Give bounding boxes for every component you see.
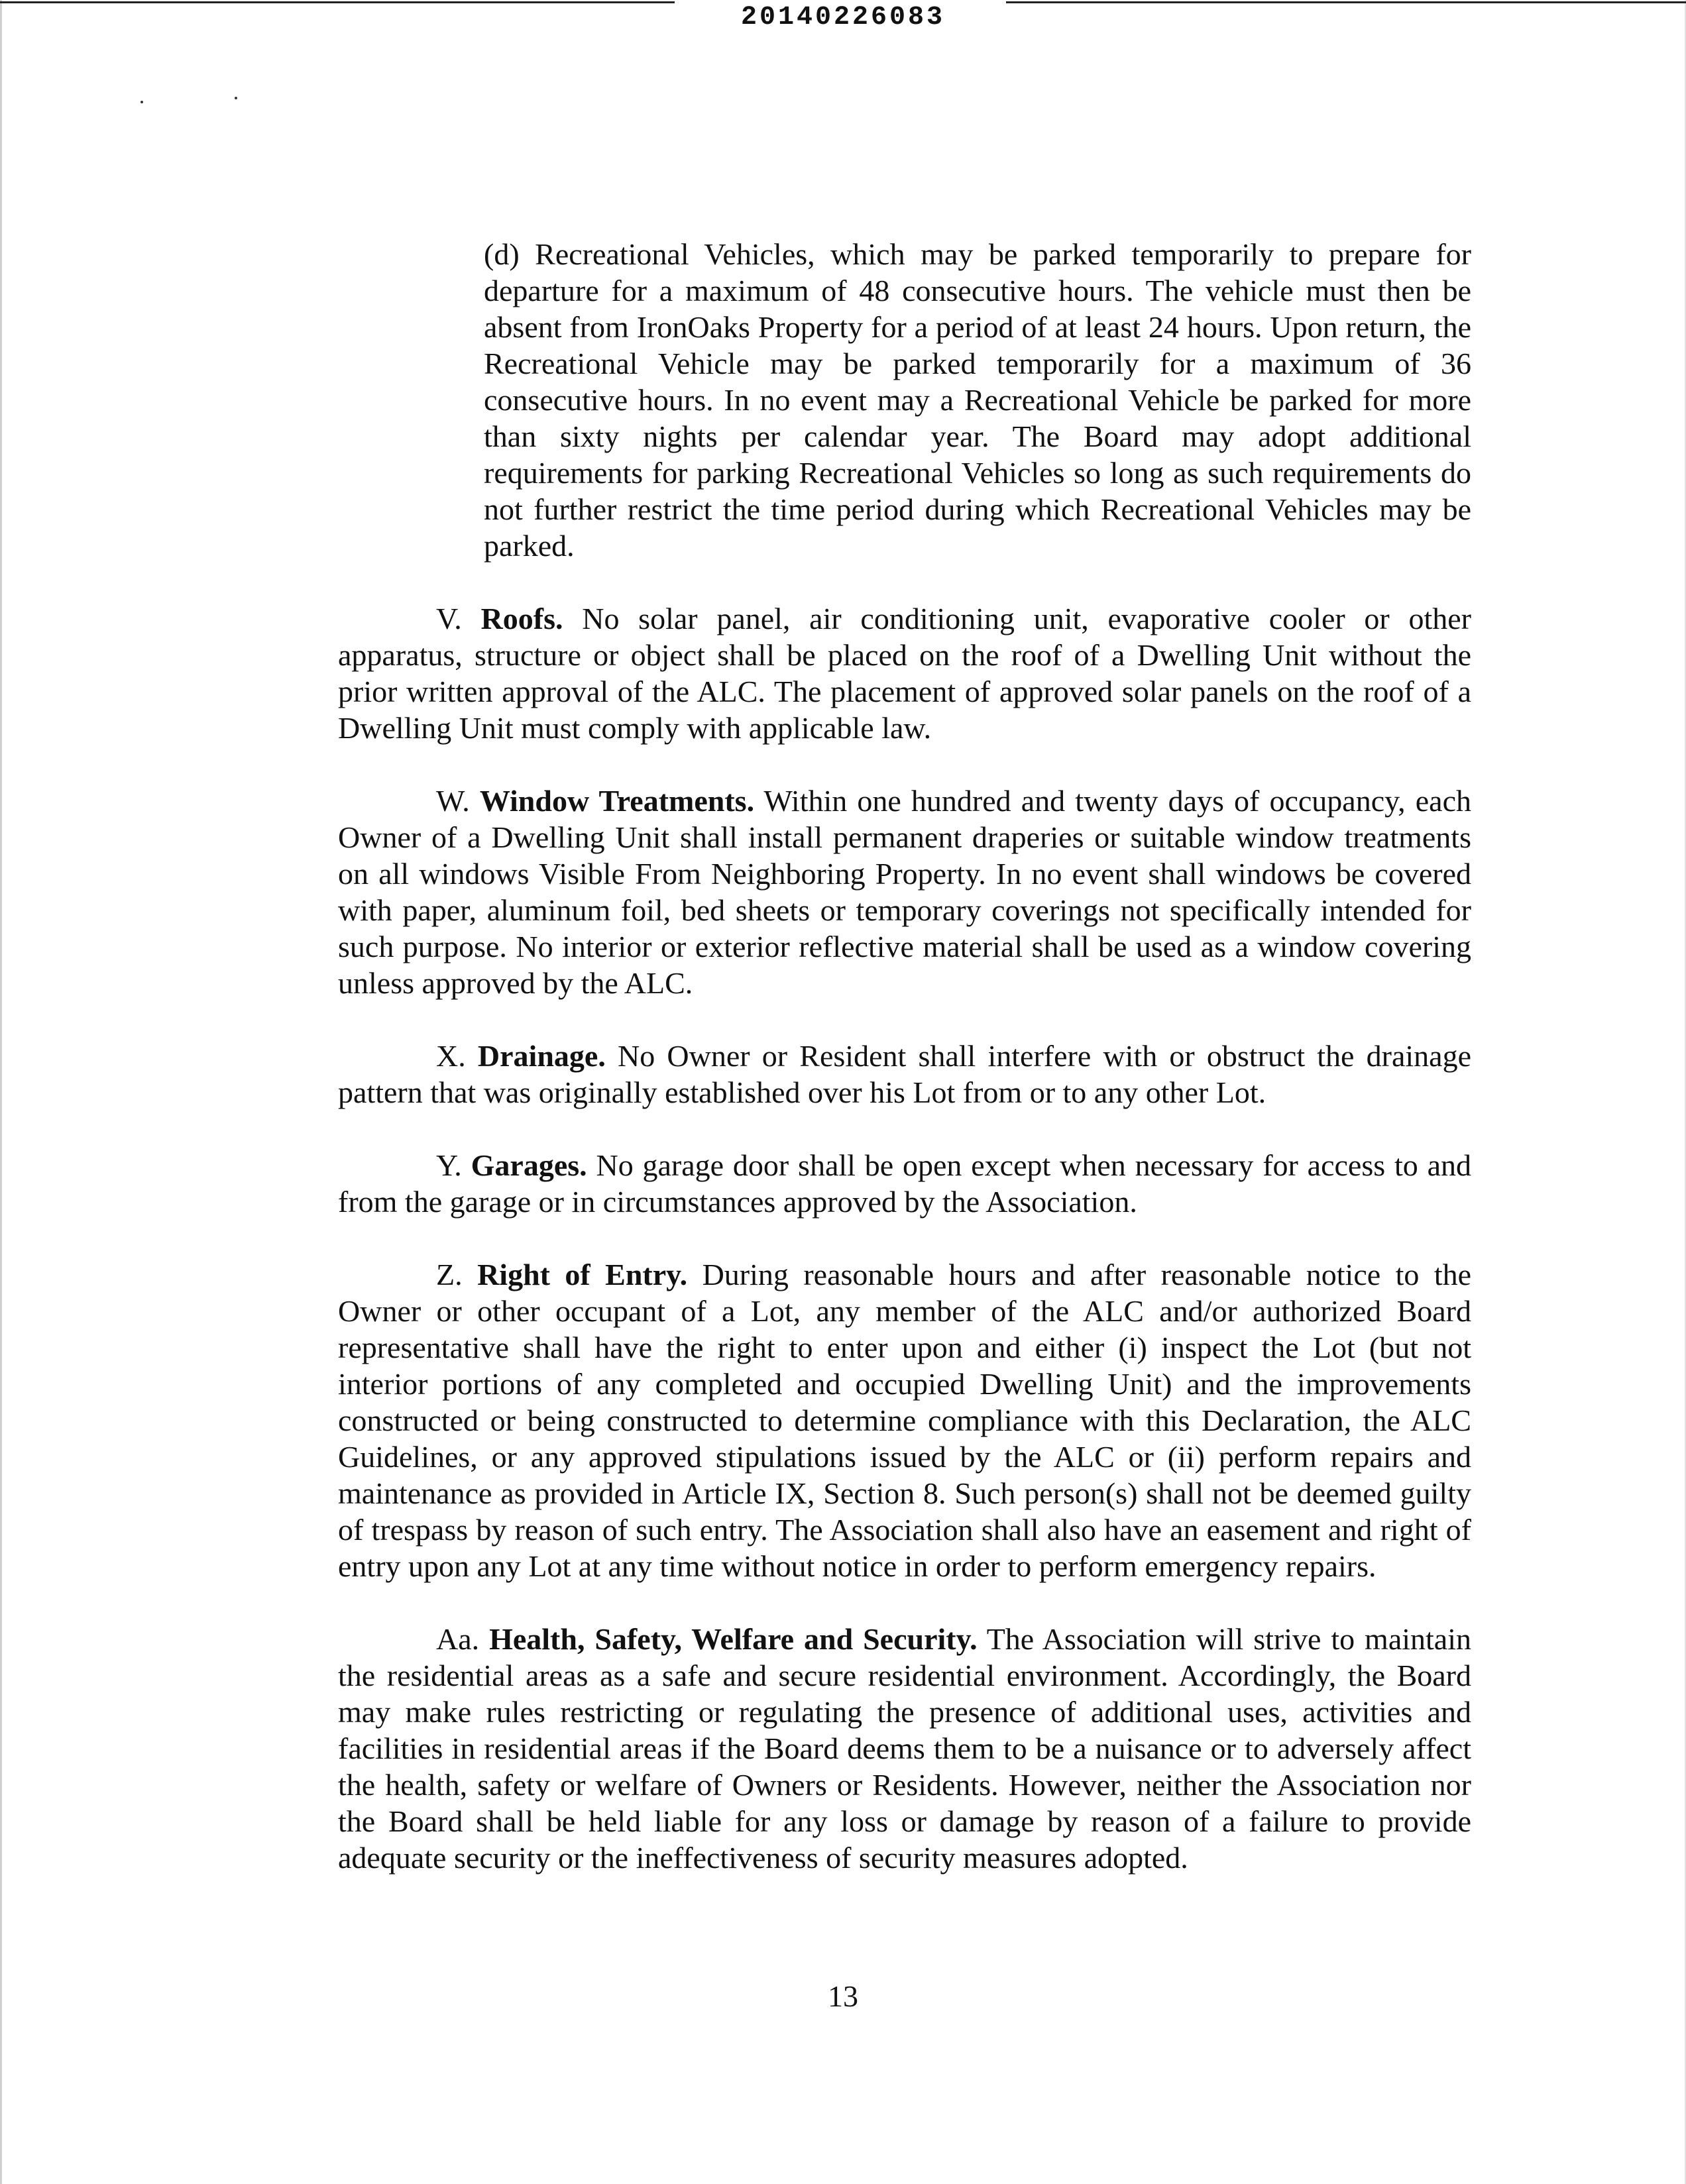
- scan-speck: [235, 97, 237, 99]
- section-title: Roofs.: [480, 602, 563, 635]
- section-title: Right of Entry.: [477, 1258, 688, 1291]
- section-aa-health-safety: [338, 1621, 1471, 1876]
- section-title: Window Treatments.: [479, 784, 755, 818]
- scan-speck: [140, 101, 143, 103]
- section-text: No garage door shall be open except when necessary for access to and from the garage or in circumstances approved by the Association.: [338, 1148, 1471, 1219]
- section-text: Within one hundred and twenty days of occupancy, each Owner of a Dwelling Unit shall install permanent draperies or suitable window treatments on all windows Visible From Neighboring Property. In no event shall windows be covered with paper, aluminum foil, bed sheets or temporary coverings not specifically intended for such purpose. No interior or exterior reflective material shall be used as a window covering unless approved by the ALC.: [338, 784, 1471, 1000]
- section-w-window-treatments: [338, 783, 1471, 1001]
- section-marker: Z.: [436, 1258, 463, 1291]
- section-marker: X.: [436, 1039, 466, 1073]
- section-marker: Aa.: [436, 1622, 480, 1656]
- section-y-garages: [338, 1147, 1471, 1220]
- section-v-roofs: [338, 600, 1471, 746]
- section-marker: V.: [436, 602, 462, 635]
- paragraph-d-recreational-vehicles: [484, 236, 1471, 564]
- section-text: No solar panel, air conditioning unit, evaporative cooler or other apparatus, structure or object shall be placed on the roof of a Dwelling Unit without the prior written approval of the ALC. The placement of approved solar panels on the roof of a Dwelling Unit must comply with applicable law.: [338, 602, 1471, 745]
- document-body: [338, 236, 1471, 1876]
- recording-number: 20140226083: [740, 3, 946, 32]
- section-title: Drainage.: [477, 1039, 606, 1073]
- section-title: Garages.: [471, 1148, 587, 1182]
- paragraph-text: (d) Recreational Vehicles, which may be parked temporarily to prepare for departure for a maximum of 48 consecutive hours. The vehicle must then be absent from IronOaks Property for a period of at least 24 hours. Upon return, the Recreational Vehicle may be parked temporarily for a maximum of 36 consecutive hours. In no event may a Recreational Vehicle be parked for more than sixty nights per calendar year. The Board may adopt additional requirements for parking Recreational Vehicles so long as such requirements do not further restrict the time period during which Recreational Vehicles may be parked.: [484, 237, 1471, 563]
- section-marker: Y.: [436, 1148, 462, 1182]
- section-x-drainage: [338, 1038, 1471, 1111]
- scan-left-edge: [0, 0, 2, 2184]
- page-number: 13: [828, 1979, 858, 2013]
- section-z-right-of-entry: [338, 1256, 1471, 1584]
- section-marker: W.: [436, 784, 470, 818]
- section-text: No Owner or Resident shall interfere with or obstruct the drainage pattern that was originally established over his Lot from or to any other Lot.: [338, 1039, 1472, 1109]
- section-title: Health, Safety, Welfare and Security.: [489, 1622, 978, 1656]
- section-text: During reasonable hours and after reasonable notice to the Owner or other occupant of a Lot, any member of the ALC and/or authorized Board representative shall have the right to enter upon and either (i) inspect the Lot (but not interior portions of any completed and occupied Dwelling Unit) and the improvements constructed or being constructed to determine compliance with this Declaration, the ALC Guidelines, or any approved stipulations issued by the ALC or (ii) perform repairs and maintenance as provided in Article IX, Section 8. Such person(s) shall not be deemed guilty of trespass by reason of such entry. The Association shall also have an easement and right of entry upon any Lot at any time without notice in order to perform emergency repairs.: [338, 1258, 1472, 1583]
- section-text: The Association will strive to maintain the residential areas as a safe and secure residential environment. Accordingly, the Board may make rules restricting or regulating the presence of additional uses, activities and facilities in residential areas if the Board deems them to be a nuisance or to adversely affect the health, safety or welfare of Owners or Residents. However, neither the Association nor the Board shall be held liable for any loss or damage by reason of a failure to provide adequate security or the ineffectiveness of security measures adopted.: [338, 1622, 1472, 1875]
